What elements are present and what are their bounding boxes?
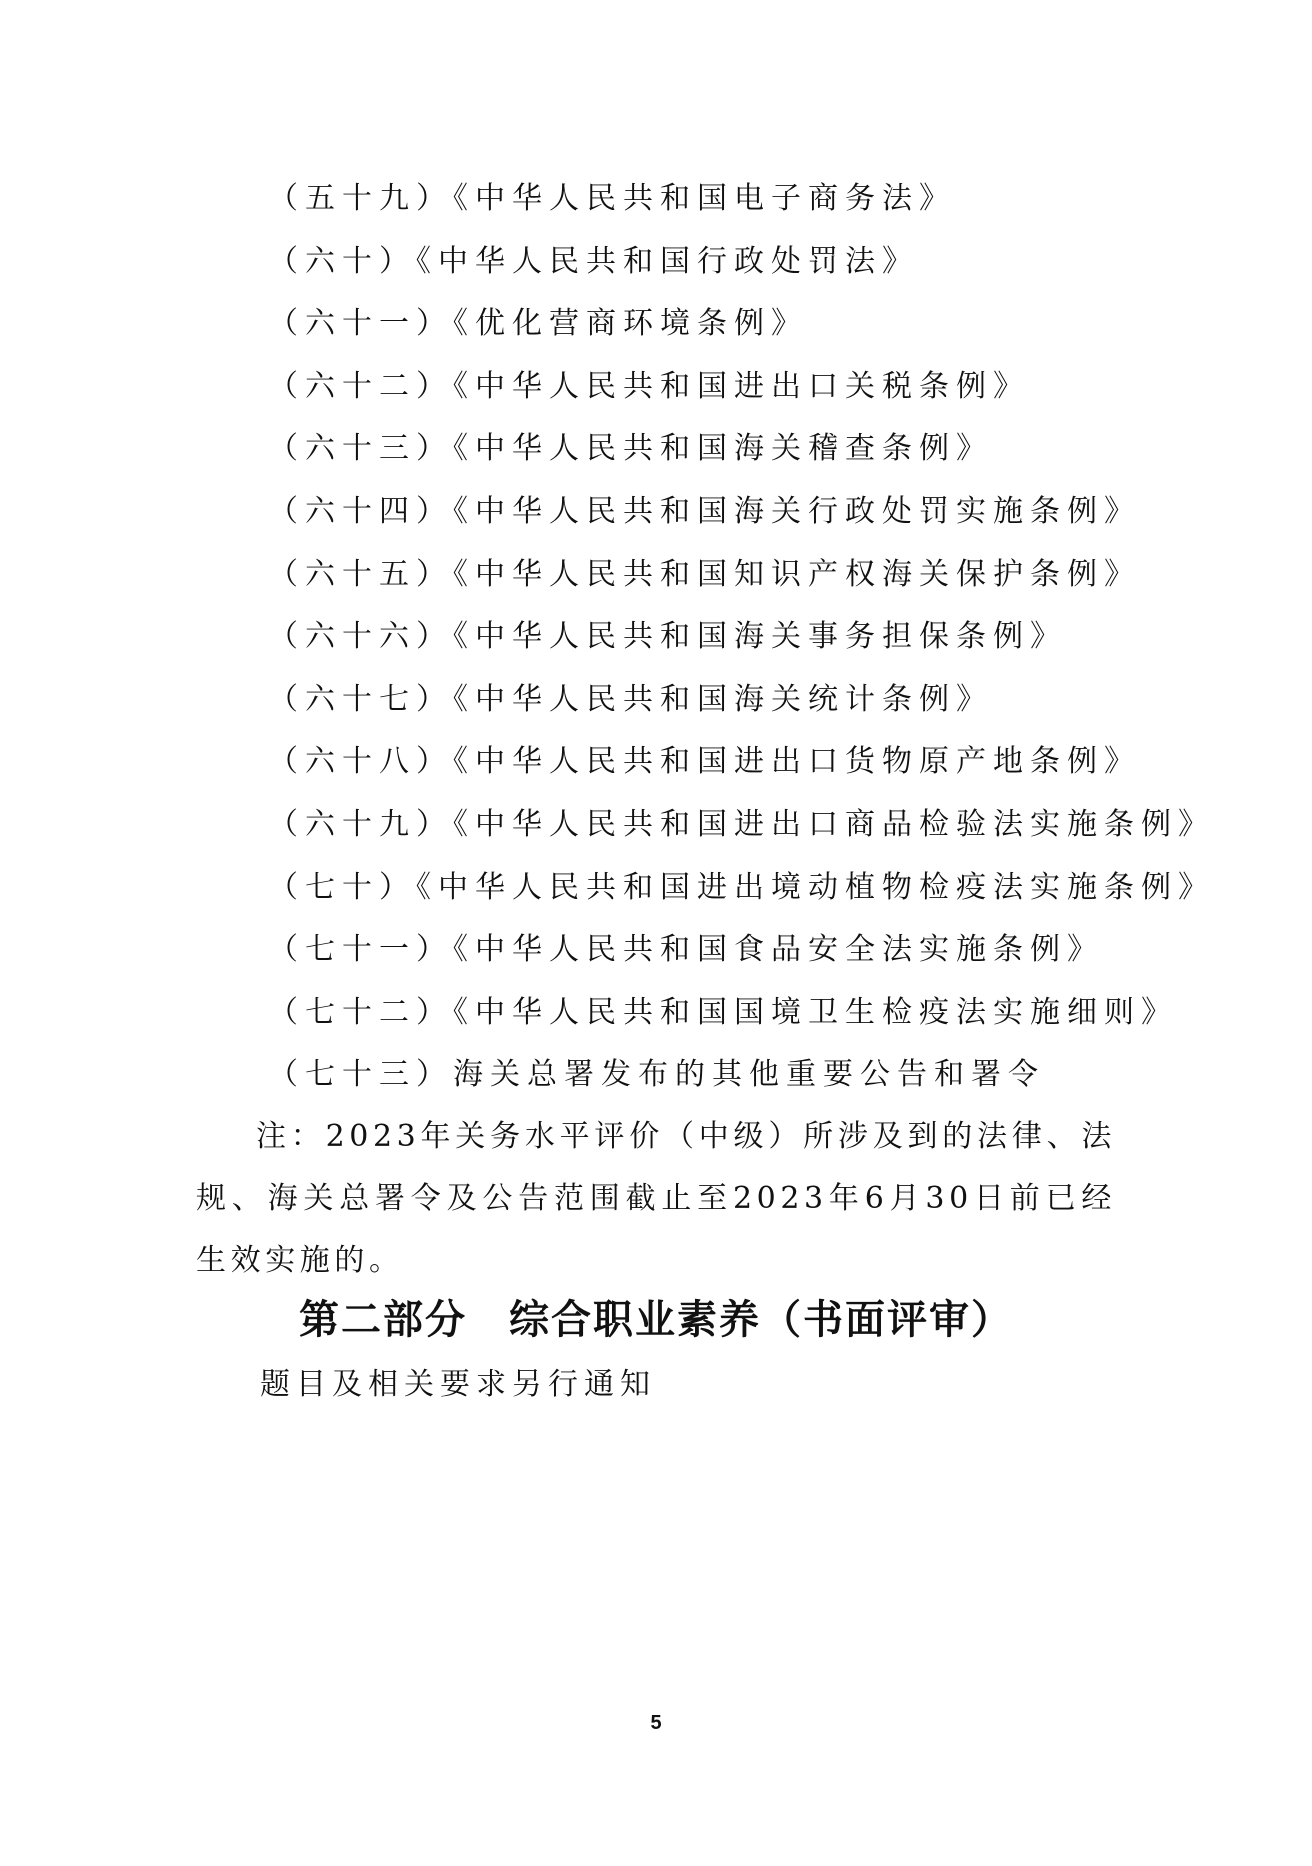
list-item: （六十六）《中华人民共和国海关事务担保条例》: [268, 619, 1067, 655]
list-item: （六十九）《中华人民共和国进出口商品检验法实施条例》: [268, 806, 1215, 842]
regulation-list: [268, 168, 1215, 1107]
list-item: （七十一）《中华人民共和国食品安全法实施条例》: [268, 932, 1104, 968]
scope-note: 注：2023年关务水平评价（中级）所涉及到的法律、法规、海关总署令及公告范围截止至2023年6月30日前已经生效实施的。: [196, 1119, 1116, 1278]
page-number: 5: [650, 1712, 662, 1734]
list-item: （六十八）《中华人民共和国进出口货物原产地条例》: [268, 744, 1141, 780]
section-heading: 第二部分 综合职业素养（书面评审）: [299, 1296, 1013, 1343]
list-item: （六十七）《中华人民共和国海关统计条例》: [268, 681, 993, 717]
list-item: （六十三）《中华人民共和国海关稽查条例》: [268, 431, 993, 467]
list-item: （六十一）《优化营商环境条例》: [268, 306, 808, 342]
list-item: （七十）《中华人民共和国进出境动植物检疫法实施条例》: [268, 869, 1215, 905]
list-item: （六十）《中华人民共和国行政处罚法》: [268, 243, 919, 279]
list-item: （七十三）海关总署发布的其他重要公告和署令: [268, 1057, 1045, 1093]
list-item: （七十二）《中华人民共和国国境卫生检疫法实施细则》: [268, 994, 1178, 1030]
list-item: （六十四）《中华人民共和国海关行政处罚实施条例》: [268, 493, 1141, 529]
list-item: （五十九）《中华人民共和国电子商务法》: [268, 181, 956, 216]
list-item: （六十五）《中华人民共和国知识产权海关保护条例》: [268, 556, 1141, 592]
list-item: （六十二）《中华人民共和国进出口关税条例》: [268, 368, 1030, 404]
section-text: 题目及相关要求另行通知: [260, 1367, 656, 1402]
